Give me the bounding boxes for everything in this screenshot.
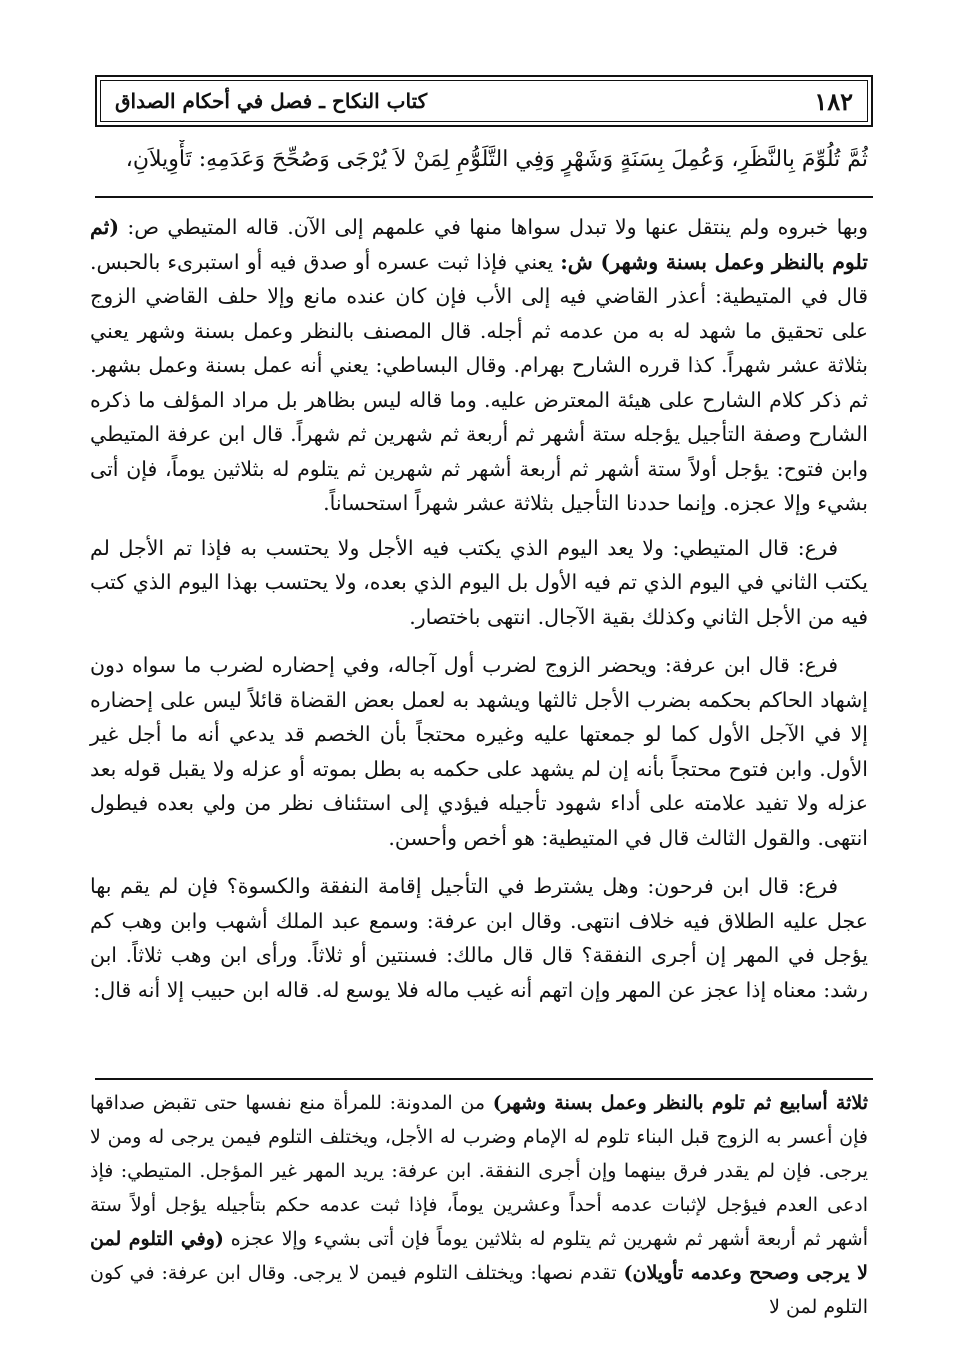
page-header	[100, 80, 868, 122]
paragraph-3: فرع: قال ابن عرفة: ويحضر الزوج لضرب أول آجاله، وفي إحضاره لضرب ما سواه دون إشهاد الحاكم بحكمه بضرب الأجل ثالثها ويشهد به لعمل بعض القضاة قائلاً ليس على إحضاره إلا في الآجل الأول كما لو جمعتها عليه وغيره محتجاً بأن الخصم قد يدعي أنه ما أجل غير الأول. وابن فتوح محتجاً بأنه إن لم يشهد على حكمه به بطل بموته أو عزله ولا يقبل قوله بعد عزله ولا تفيد علامته على أداء شهود تأجيله فيؤدي إلى استئناف نظر من ولي بعده فيطول انتهى. والقول الثالث قال في المتيطية: هو أخص وأحسن.	[90, 653, 868, 850]
footnote-text-1: من المدونة: للمرأة منع نفسها حتى تقبض صداقها فإن أعسر به الزوج قبل البناء تلوم له الإمام وضرب له الأجل، ويختلف التلوم فيمن يرجى له ومن لا يرجى. فإن لم يقدر فرق بينهما وإن أجرى النفقة. ابن عرفة: يريد المهر غير المؤجل. المتيطي: فإذ ادعى العدم فيؤجل لإثبات عدمه أحداً وعشرين يوماً، فإذا ثبت عدمه حكم بتأجيله يؤجل أولاً ستة أشهر ثم أربعة أشهر ثم شهرين ثم يتلوم له بثلاثين يوماً فإن أتى بشيء وإلا عجزه	[90, 1092, 868, 1250]
paragraph-1	[90, 210, 868, 521]
p1-text-b: يعني فإذا ثبت عسره أو صدق فيه أو استبرىء بالحبس. قال في المتيطية: أعذر القاضي فيه إلى الأب فإن كان عنده مانع وإلا حلف القاضي الزوج على تحقيق ما شهد له به من عدمه ثم أجله. قال المصنف بالنظر وعمل بسنة وشهر يعني بثلاثة عشر شهراً. كذا قرره الشارح بهرام. وقال البساطي: يعني أنه عمل بسنة وعمل بشهر. ثم ذكر كلام الشارح على هيئة المعترض عليه. وما قاله ليس بظاهر بل مراد المؤلف ما ذكره الشارح وصفة التأجيل يؤجله ستة أشهر ثم أربعة ثم شهرين ثم شهراً. قال ابن عرفة المتيطي وابن فتوح: يؤجل أولاً ستة أشهر ثم أربعة أشهر ثم شهرين ثم يتلوم له بثلاثين يوماً، فإن أتى بشيء وإلا عجزه. وإنما حددنا التأجيل بثلاثة عشر شهراً استحساناً.	[90, 249, 868, 515]
p1-bold-quote: (ثم تلوم بالنظر وعمل بسنة وشهر) ش:	[90, 215, 868, 274]
p1-text-a: وبها خبروه ولم ينتقل عنها ولا تبدل سواها منها في علمهم إلى الآن. قاله المتيطي ص:	[127, 215, 868, 239]
footnote-text-2: تقدم نصها: ويختلف التلوم فيمن لا يرجى. وقال ابن عرفة: في كون التلوم لمن لا	[90, 1262, 868, 1318]
footnote-divider	[95, 1078, 873, 1080]
footnote-paragraph	[90, 1086, 868, 1324]
page-number: ١٨٢	[814, 86, 853, 116]
footnote-bold-1: ثلاثة أسابيع ثم تلوم بالنظر وعمل بسنة وشهر)	[492, 1092, 869, 1114]
top-divider	[95, 196, 873, 198]
running-title: كتاب النكاح ـ فصل في أحكام الصداق	[115, 89, 428, 113]
paragraph-4: فرع: قال ابن فرحون: وهل يشترط في التأجيل إقامة النفقة والكسوة؟ فإن لم يقم بها عجل عليه الطلاق فيه خلاف انتهى. وقال ابن عرفة: وسمع عبد الملك أشهب وابن وهب كم يؤجل في المهر إن أجرى النفقة؟ قال قال مالك: فسنتين أو ثلاثاً. ورأى ابن وهب ثلاثاً. ابن رشد: معناه إذا عجز عن المهر وإن اتهم أنه غيب ماله فلا يوسع له. قاله ابن حبيب إلا أنه قال:	[90, 874, 868, 1002]
footnote-bold-2: (وفي التلوم لمن لا يرجى وصحح وعدمه تأويلان)	[90, 1228, 868, 1284]
footnote-commentary	[90, 1086, 868, 1324]
commentary-body	[90, 210, 868, 1021]
matn-verse: ثُمَّ تُلُوِّمَ بِالنَّظَرِ، وَعُمِلَ بِسَنَةٍ وَشَهْرٍ وَفِي التَّلَوُّمِ لِمَنْ لاَ يُرْجَى وَصُحِّحَ وَعَدَمِهِ: تَأْوِيلاَنِ،	[125, 147, 868, 172]
paragraph-2: فرع: قال المتيطي: ولا يعد اليوم الذي يكتب فيه الأجل ولا يحتسب به فإذا تم الأجل لم يكتب الثاني في اليوم الذي تم فيه الأول بل اليوم الذي بعده، ولا يحتسب بهذا اليوم الذي كتب فيه من الأجل الثاني وكذلك بقية الآجال. انتهى باختصار.	[90, 535, 868, 629]
